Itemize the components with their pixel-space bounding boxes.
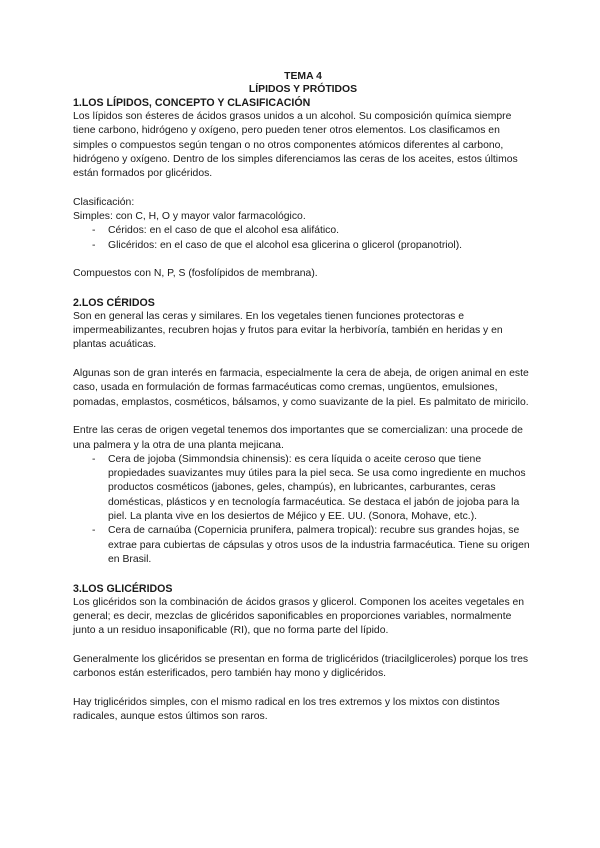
list-item: - Glicéridos: en el caso de que el alcohol esa glicerina o glicerol (propanotriol). [92,239,533,253]
list-item: - Céridos: en el caso de que el alcohol esa alifático. [92,224,533,238]
section3-paragraph1: Los glicéridos son la combinación de ácidos grasos y glicerol. Componen los aceites vegetales en general; es decir, mezclas de glicéridos saponificables en proporciones variables, normalmente junto a un residuo insaponificable (RI), que no forma parte del lípido. [73,596,525,637]
section1-heading: 1.LOS LÍPIDOS, CONCEPTO Y CLASIFICACIÓN [73,97,311,109]
compuestos-text: Compuestos con N, P, S (fosfolípidos de membrana). [73,268,318,280]
section2-paragraph1: Son en general las ceras y similares. En los vegetales tienen funciones protectoras e impermeabilizantes, recubren hojas y frutos para evitar la herbivoría, también en heridas y en plantas acuáticas. [73,310,503,351]
ceras-list [73,453,533,567]
document-title-line2: LÍPIDOS Y PRÓTIDOS [248,84,358,95]
section2-paragraph3: Entre las ceras de origen vegetal tenemos dos importantes que se comercializan: una procede de una palmera y la otra de una planta mejicana. [73,425,523,451]
section3-paragraph3: Hay triglicéridos simples, con el mismo radical en los tres extremos y los mixtos con distintos radicales, aunque estos últimos son raros. [73,696,500,722]
classification-label: Clasificación: [73,196,135,208]
simples-intro: Simples: con C, H, O y mayor valor farmacológico. [73,211,306,223]
document-page [73,70,533,724]
list-item: - Cera de jojoba (Simmondsia chinensis): es cera líquida o aceite ceroso que tiene propiedades suavizantes muy útiles para la piel seca. Se usa como ingrediente en muchos productos cosméticos (jabones, geles, champús), en lubricantes, carburantes, ceras domésticas, plásticos y en tecnología farmacéutica. Se destaca el jabón de jojoba para la piel. La planta vive en los desiertos de Méjico y EE. UU. (Sonora, Mohave, etc.). [92,453,533,524]
section2-paragraph2: Algunas son de gran interés en farmacia, especialmente la cera de abeja, de origen animal en este caso, usada en formulación de formas farmacéuticas como cremas, ungüentos, emulsiones, pomadas, emplastos, cosméticos, bálsamos, y como suavizante de la piel. Es palmitato de miricilo. [73,368,529,408]
list-item: - Cera de carnaúba (Copernicia prunifera, palmera tropical): recubre sus grandes hojas, se extrae para cubiertas de cápsulas y otros usos de la industria farmacéutica. Tiene su origen en Brasil. [92,524,533,567]
section3-paragraph2: Generalmente los glicéridos se presentan en forma de triglicéridos (triacilgliceroles) porque los tres carbonos están esterificados, pero también hay mono y diglicéridos. [73,653,529,679]
section2-heading: 2.LOS CÉRIDOS [73,296,155,309]
section3-heading: 3.LOS GLICÉRIDOS [73,582,173,595]
section1-paragraph: Los lípidos son ésteres de ácidos grasos unidos a un alcohol. Su composición química siempre tiene carbono, hidrógeno y oxígeno, pero pueden tener otros elementos. Los clasificamos en simples o compuestos según tengan o no otros componentes atómicos diferentes al carbono, hidrógeno y oxígeno. Dentro de los simples diferenciamos las ceras de los aceites, estos últimos están formados por glicéridos. [73,111,518,180]
document-title-line1: TEMA 4 [284,71,322,82]
simples-list [73,224,533,253]
